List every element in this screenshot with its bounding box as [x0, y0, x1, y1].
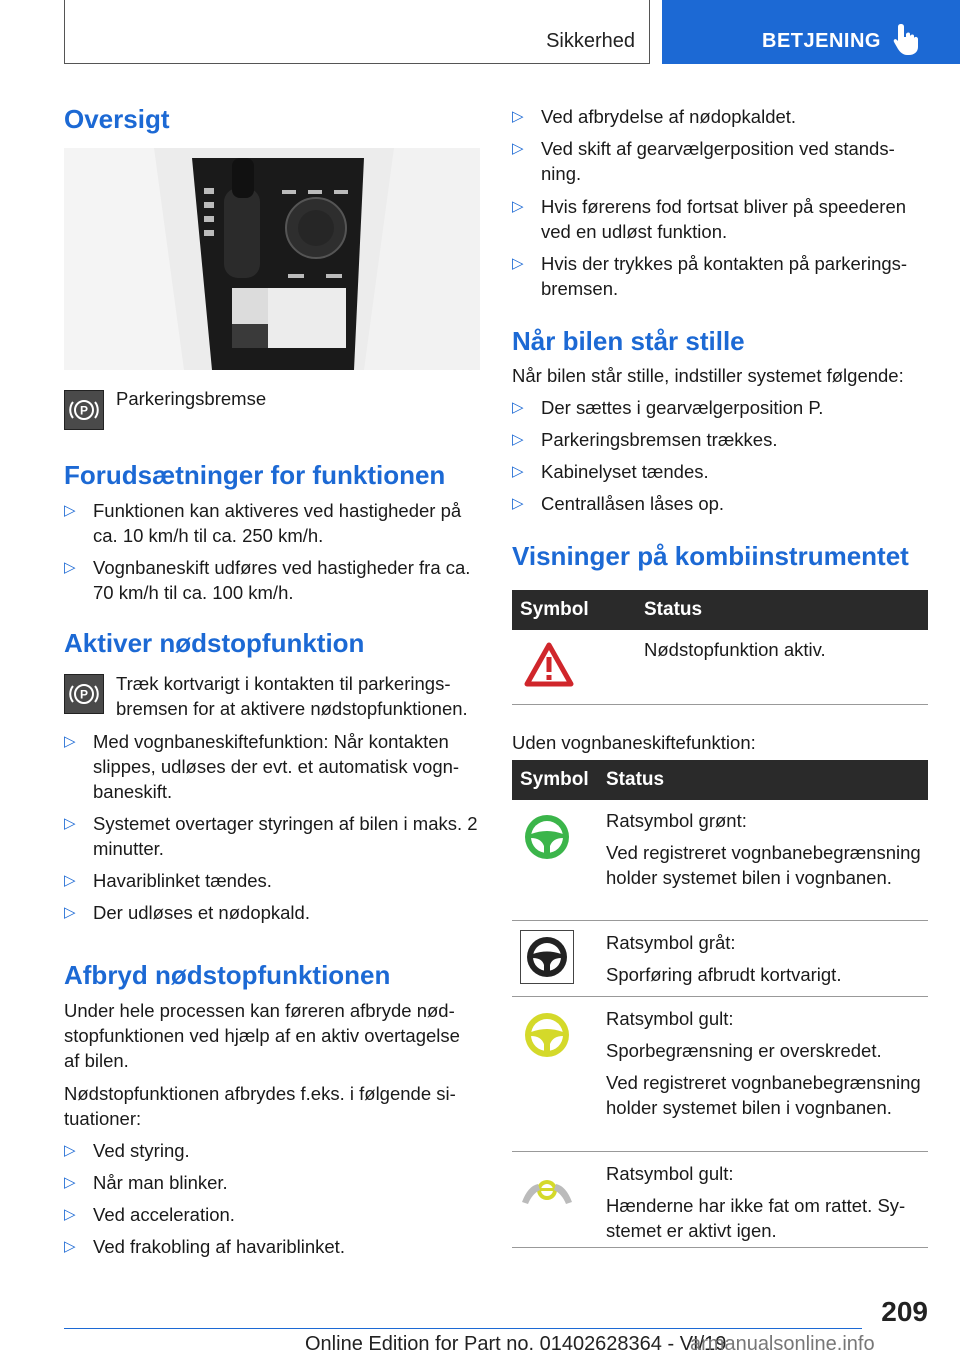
uden-label: Uden vognbaneskiftefunktion:	[512, 732, 756, 753]
header-chapter-tab[interactable]	[662, 0, 960, 64]
table-cell: Ratsymbol gråt: Sporføring afbrudt kortvarigt.	[606, 932, 842, 985]
table-header	[512, 760, 928, 800]
table-cell: Ratsymbol grønt: Ved registreret vognbanebegrænsning holder systemet bilen i vognbanen.	[606, 810, 921, 888]
footer-rule	[64, 1328, 862, 1329]
table-header	[512, 590, 928, 630]
list-item: ▷ Havariblinket tændes.	[64, 870, 272, 891]
col-symbol-header: Symbol	[520, 599, 589, 620]
table-divider	[512, 1151, 928, 1152]
list-item: ▷ Hvis førerens fod fortsat bliver på speederen ved en udløst funktion.	[512, 196, 907, 242]
parking-brake-icon	[64, 674, 104, 714]
afbryd-paragraph-1: Under hele processen kan føreren afbryde nødstopfunktionen ved hjælp af en aktiv overtagelse af bilen.	[64, 1000, 460, 1071]
afbryd-paragraph-2: Nødstopfunktionen afbrydes f.eks. i følgende situationer:	[64, 1083, 456, 1129]
parking-brake-icon	[64, 390, 104, 430]
aktiver-instruction: Træk kortvarigt i kontakten til parkeringsbremsen for at aktivere nødstopfunktionen.	[116, 673, 468, 719]
steering-wheel-green-icon	[522, 812, 572, 862]
pointing-hand-icon	[892, 22, 924, 56]
list-item: ▷ Med vognbaneskiftefunktion: Når kontakten slippes, udløses der evt. et automatisk vognbaneskift.	[64, 731, 460, 802]
heading-afbryd: Afbryd nødstopfunktionen	[64, 960, 391, 990]
steering-wheel-grey-icon	[520, 930, 574, 984]
table-divider	[512, 704, 928, 705]
col-symbol-header: Symbol	[520, 769, 589, 790]
staar-intro: Når bilen står stille, indstiller systemet følgende:	[512, 365, 904, 386]
list-item: ▷ Funktionen kan aktiveres ved hastigheder på ca. 10 km/h til ca. 250 km/h.	[64, 500, 462, 546]
table-divider	[512, 1247, 928, 1248]
list-item: ▷ Systemet overtager styringen af bilen i maks. 2 minutter.	[64, 813, 478, 859]
table-cell: Ratsymbol gult: Hænderne har ikke fat om rattet. Systemet er aktivt igen.	[606, 1163, 906, 1241]
col-status-header: Status	[606, 769, 665, 790]
table-cell: Nødstopfunktion aktiv.	[644, 639, 826, 660]
heading-aktiver: Aktiver nødstopfunktion	[64, 628, 365, 658]
table-divider	[512, 996, 928, 997]
svg-text:P: P	[79, 687, 89, 702]
list-item: ▷ Ved skift af gearvælgerposition ved standsning.	[512, 138, 895, 184]
heading-oversigt: Oversigt	[64, 104, 170, 134]
steering-wheel-yellow-icon	[522, 1010, 572, 1060]
col-status-header: Status	[644, 599, 703, 620]
header-section-label: Sikkerhed	[546, 30, 635, 52]
list-item: ▷ Hvis der trykkes på kontakten på parkeringsbremsen.	[512, 253, 908, 299]
list-item: ▷ Vognbaneskift udføres ved hastigheder fra ca. 70 km/h til ca. 100 km/h.	[64, 557, 471, 603]
table-divider	[512, 920, 928, 921]
hands-on-wheel-yellow-icon	[520, 1172, 574, 1206]
header-chapter-label: BETJENING	[762, 30, 881, 52]
table-cell: Ratsymbol gult: Sporbegrænsning er overskredet. Ved registreret vognbanebegrænsning holder systemet bilen i vognbanen.	[606, 1008, 921, 1118]
gear-console-photo	[64, 148, 480, 370]
list-item: ▷ Der udløses et nødopkald.	[64, 902, 310, 923]
warning-triangle-icon	[524, 642, 574, 688]
heading-visninger: Visninger på kombiinstrumentet	[512, 541, 909, 571]
svg-text:P: P	[79, 403, 89, 418]
heading-forudsaetninger: Forudsætninger for funktionen	[64, 460, 446, 490]
watermark: armanualsonline.info	[690, 1333, 875, 1355]
footer-edition: Online Edition for Part no. 01402628364 - VI/19	[305, 1333, 727, 1355]
photo-caption: Parkeringsbremse	[116, 388, 267, 409]
heading-naar-bilen-staar-stille: Når bilen står stille	[512, 326, 745, 356]
header-section-box	[64, 0, 650, 64]
page-number: 209	[881, 1296, 928, 1327]
